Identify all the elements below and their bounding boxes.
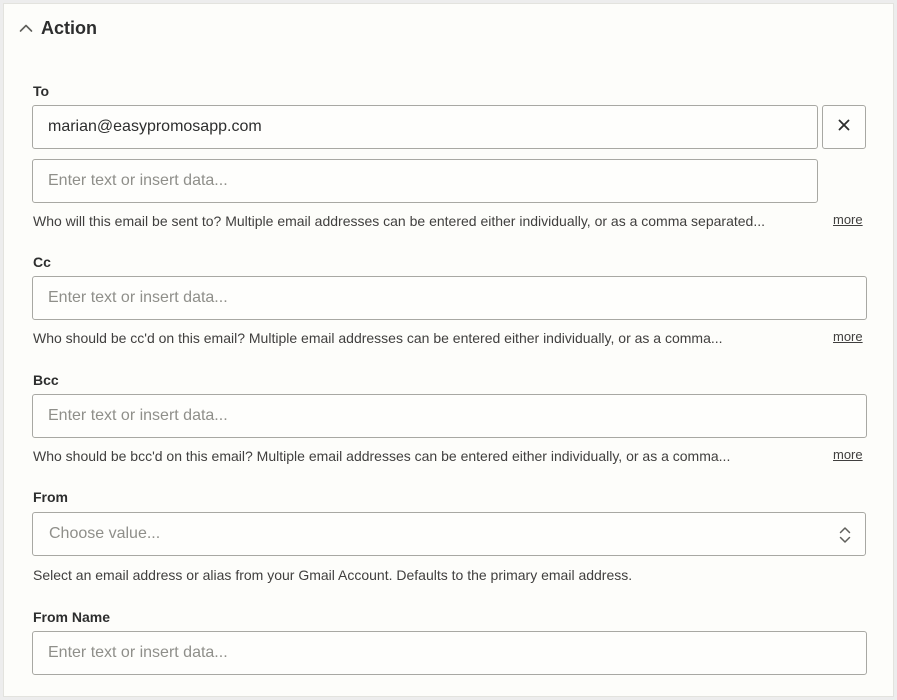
action-panel: [3, 3, 894, 697]
from-name-label: From Name: [33, 609, 111, 625]
section-header-action[interactable]: [19, 16, 97, 40]
close-icon: [838, 118, 850, 136]
bcc-help-text: Who should be bcc'd on this email? Multiple email addresses can be entered either individually, or as a comma...: [33, 448, 731, 464]
from-help-text: Select an email address or alias from your Gmail Account. Defaults to the primary email address.: [33, 567, 633, 583]
chevron-up-down-icon: [839, 526, 851, 549]
chevron-up-icon: [19, 21, 33, 35]
bcc-placeholder: Enter text or insert data...: [48, 407, 228, 424]
section-title: Action: [41, 17, 97, 38]
clear-to-button[interactable]: [822, 105, 866, 149]
bcc-more-link[interactable]: more: [833, 447, 863, 462]
to-additional-input[interactable]: [32, 159, 818, 203]
to-value: marian@easypromosapp.com: [48, 118, 262, 135]
cc-label: Cc: [33, 254, 51, 270]
to-more-link[interactable]: more: [833, 212, 863, 227]
cc-more-link[interactable]: more: [833, 329, 863, 344]
to-additional-placeholder: Enter text or insert data...: [48, 172, 228, 189]
from-name-placeholder: Enter text or insert data...: [48, 644, 228, 661]
to-label: To: [33, 83, 50, 99]
bcc-label: Bcc: [33, 372, 59, 388]
cc-placeholder: Enter text or insert data...: [48, 289, 228, 306]
from-placeholder: Choose value...: [49, 525, 161, 542]
from-select[interactable]: [32, 512, 866, 556]
cc-help-text: Who should be cc'd on this email? Multiple email addresses can be entered either individually, or as a comma...: [33, 330, 723, 346]
to-help-text: Who will this email be sent to? Multiple email addresses can be entered either individually, or as a comma separated...: [33, 213, 765, 229]
to-field[interactable]: [32, 105, 818, 149]
cc-input[interactable]: [32, 276, 867, 320]
from-name-input[interactable]: [32, 631, 867, 675]
bcc-input[interactable]: [32, 394, 867, 438]
from-label: From: [33, 489, 68, 505]
